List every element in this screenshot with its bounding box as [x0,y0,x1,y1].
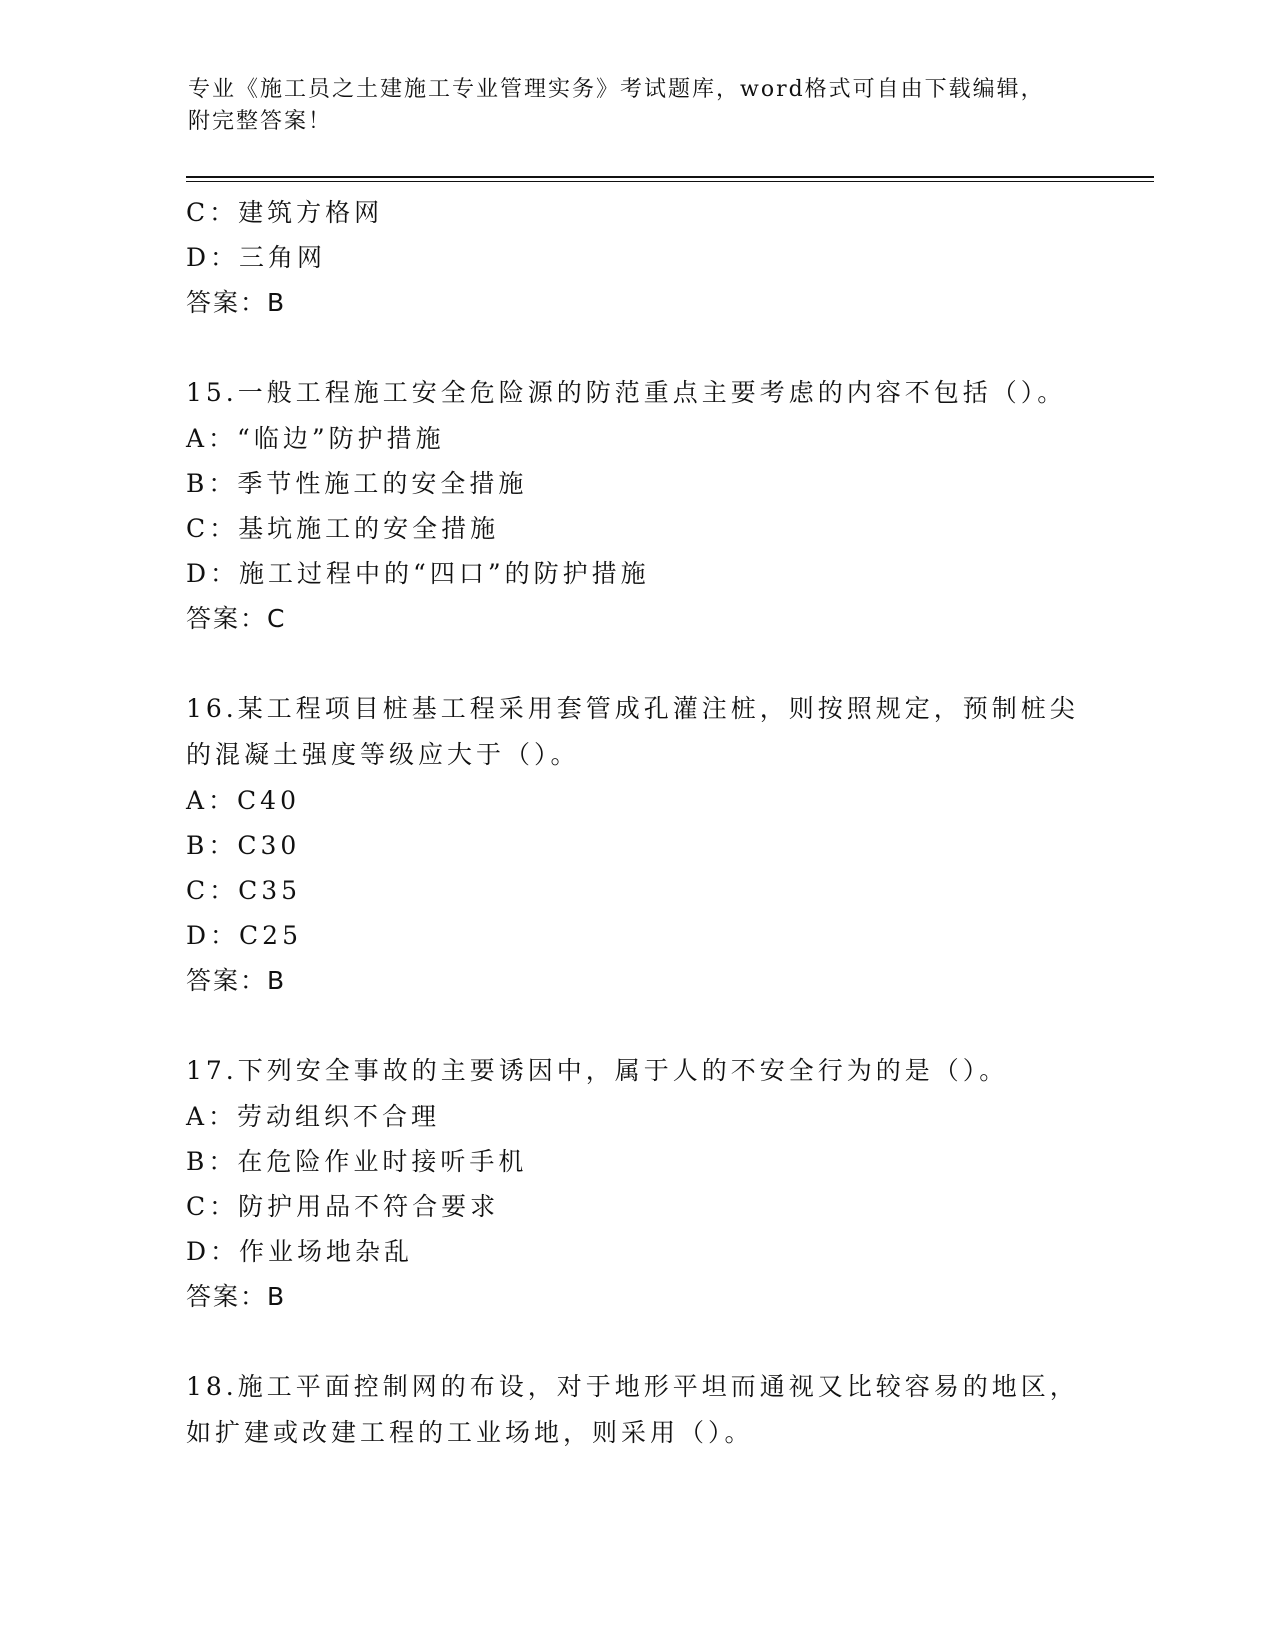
question-stem-line-1: 16.某工程项目桩基工程采用套管成孔灌注桩，则按照规定，预制桩尖 [186,694,1079,723]
answer-line: 答案：B [186,1282,287,1311]
header-line-1: 专业《施工员之土建施工专业管理实务》考试题库，word格式可自由下载编辑， [188,77,1045,102]
option-a: A：C40 [186,786,300,815]
question-stem: 17.下列安全事故的主要诱因中，属于人的不安全行为的是（）。 [186,1056,1009,1085]
option-c: C：防护用品不符合要求 [186,1192,500,1221]
option-c: C：基坑施工的安全措施 [186,514,500,543]
answer-line: 答案：B [186,288,287,317]
option-b: B：季节性施工的安全措施 [186,469,528,498]
question-18 [186,1364,1086,1456]
question-16 [186,686,1086,1003]
document-header [188,74,1088,138]
option-d: D：三角网 [186,243,327,272]
option-a: A：劳动组织不合理 [186,1102,441,1131]
header-divider-thick [186,176,1154,178]
option-d: D：C25 [186,921,302,950]
option-c: C：建筑方格网 [186,198,384,227]
question-stem-line-2: 如扩建或改建工程的工业场地，则采用（）。 [186,1418,754,1447]
prev-question-block [186,190,1086,325]
option-a: A：“临边”防护措施 [186,424,445,453]
question-stem: 15.一般工程施工安全危险源的防范重点主要考虑的内容不包括（）。 [186,378,1067,407]
option-b: B：C30 [186,831,301,860]
answer-line: 答案：B [186,966,287,995]
header-divider-thin [186,181,1154,182]
option-d: D：施工过程中的“四口”的防护措施 [186,559,650,588]
header-line-2: 附完整答案！ [188,109,333,134]
question-stem-line-2: 的混凝土强度等级应大于（）。 [186,740,580,769]
question-15 [186,370,1086,641]
question-list [186,190,1086,1456]
option-b: B：在危险作业时接听手机 [186,1147,528,1176]
option-d: D：作业场地杂乱 [186,1237,414,1266]
question-17 [186,1048,1086,1319]
question-stem-line-1: 18.施工平面控制网的布设，对于地形平坦而通视又比较容易的地区， [186,1372,1079,1401]
option-c: C：C35 [186,876,302,905]
answer-line: 答案：C [186,604,287,633]
